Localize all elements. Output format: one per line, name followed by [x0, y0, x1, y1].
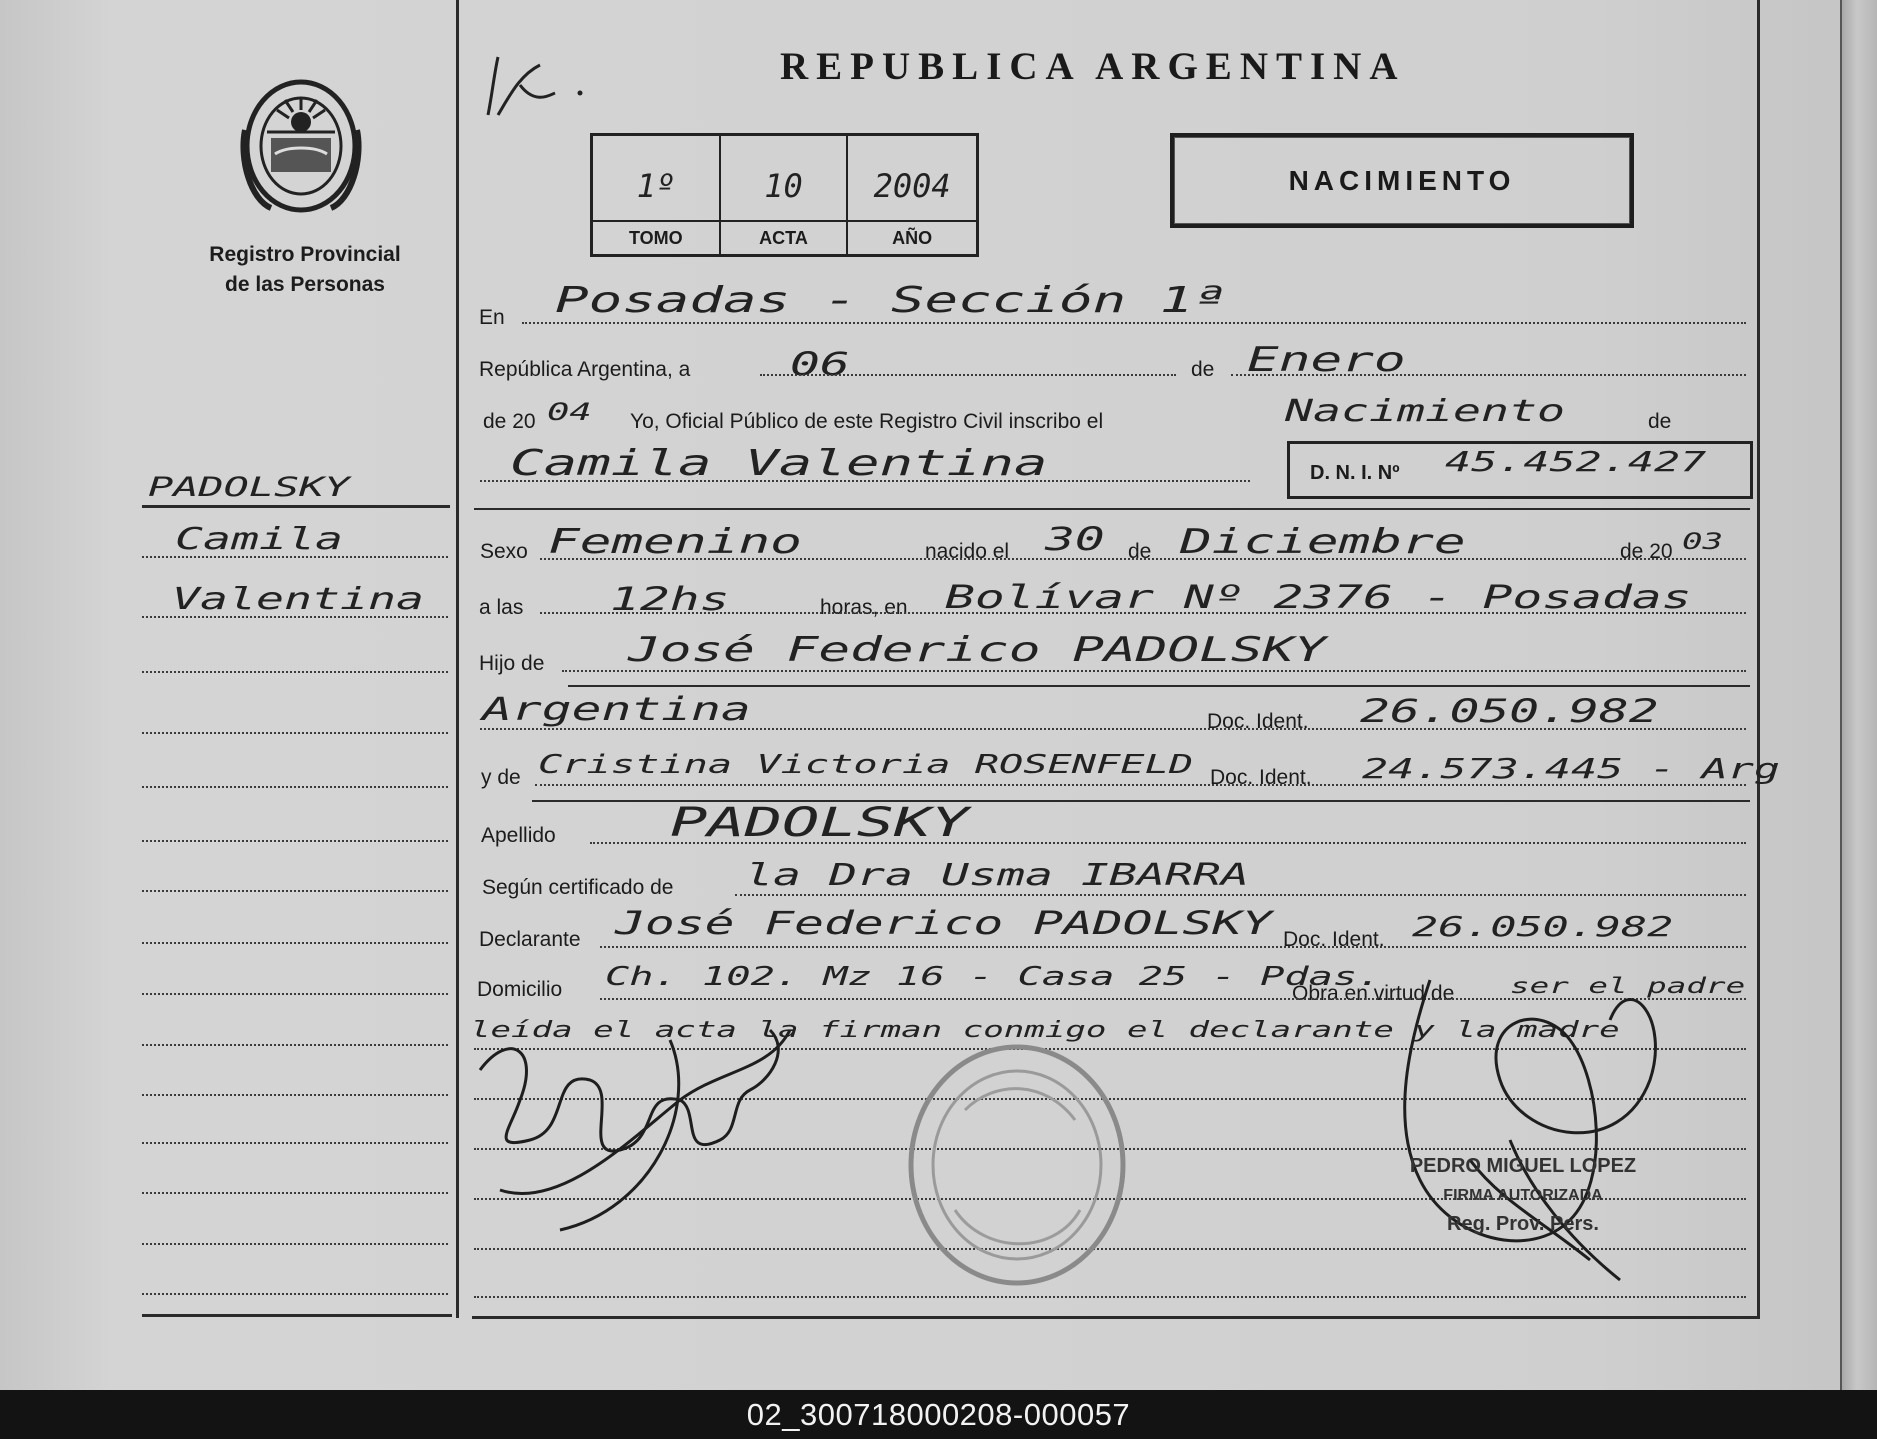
registry-name	[170, 240, 440, 300]
hour-line	[540, 612, 1746, 614]
acta-value: 10	[721, 136, 849, 220]
birth-month-value: Diciembre	[1180, 522, 1466, 562]
signatory-role: FIRMA AUTORIZADA	[1443, 1187, 1603, 1204]
father-name-value: José Federico PADOLSKY	[628, 630, 1327, 670]
horas-label: horas, en	[820, 596, 908, 619]
mother-doc-value: 24.573.445 - Arg	[1362, 752, 1781, 785]
bottom-frame-line	[472, 1316, 1760, 1319]
margin-mark	[0, 0, 1, 1]
sidebar-dotted-line	[142, 1142, 448, 1144]
sidebar-dotted-line	[142, 732, 448, 734]
domicilio-value: Ch. 102. Mz 16 - Casa 25 - Pdas.	[605, 962, 1382, 992]
authorized-signatory	[1378, 1152, 1668, 1239]
sidebar-dotted-line	[142, 786, 448, 788]
sexo-value: Femenino	[548, 522, 802, 562]
en-line	[522, 322, 1746, 324]
en-label: En	[479, 306, 505, 329]
father-doc-value: 26.050.982	[1360, 692, 1659, 730]
image-id-footer	[0, 1390, 1877, 1439]
father-line	[562, 670, 1746, 672]
registry-name-line-1: Registro Provincial	[209, 243, 401, 266]
inscribo-value: Nacimiento	[1285, 394, 1565, 429]
sidebar-dotted-line	[142, 1044, 448, 1046]
name-line	[480, 480, 1250, 482]
adjacent-page-edge	[1840, 0, 1877, 1390]
tomo-label: TOMO	[593, 220, 721, 254]
sidebar-surname: PADOLSKY	[148, 472, 350, 503]
closing-statement: leída el acta la firman conmigo el declarante y la madre	[470, 1018, 1620, 1043]
right-frame-line	[1757, 0, 1760, 1318]
margin-check-mark	[480, 45, 590, 140]
apellido-line	[590, 842, 1746, 844]
sidebar-second-name: Valentina	[172, 582, 424, 617]
apellido-value: PADOLSKY	[670, 800, 969, 846]
inscribo-label: Yo, Oficial Público de este Registro Civil inscribo el	[630, 410, 1104, 433]
nacido-label: nacido el	[925, 540, 1010, 563]
declarante-value: José Federico PADOLSKY	[615, 904, 1272, 942]
sexo-label: Sexo	[480, 540, 528, 563]
acta-label: ACTA	[721, 220, 849, 254]
page-title: REPUBLICA ARGENTINA	[780, 45, 1406, 88]
birth-year-suffix: 03	[1682, 530, 1724, 555]
year-prefix: de 20	[483, 410, 536, 433]
image-id-text: 02_300718000208-000057	[746, 1396, 1131, 1432]
declarante-line	[600, 946, 1746, 948]
declarant-signature	[470, 1010, 830, 1240]
de-label-2: de	[1648, 410, 1672, 433]
doc-ident-label-2: Doc. Ident.	[1210, 766, 1312, 789]
month-line	[1231, 374, 1746, 376]
sidebar-dotted-line	[142, 840, 448, 842]
sidebar-dotted-line	[142, 993, 448, 995]
day-line	[760, 374, 1176, 376]
record-number-box	[590, 133, 979, 257]
y-de-label: y de	[481, 766, 521, 789]
mother-name-value: Cristina Victoria ROSENFELD	[538, 750, 1194, 780]
hour-value: 12hs	[610, 580, 730, 618]
sidebar-dotted-line	[142, 616, 448, 618]
section-rule	[568, 685, 1750, 687]
sidebar-dotted-line	[142, 942, 448, 944]
anio-label: AÑO	[848, 220, 976, 254]
left-column-divider	[456, 0, 459, 1318]
domicilio-label: Domicilio	[477, 978, 563, 1001]
dni-value: 45.452.427	[1445, 445, 1707, 478]
sidebar-dotted-line	[142, 1243, 448, 1245]
sidebar-first-name: Camila	[175, 522, 343, 557]
nationality-line	[480, 728, 1746, 730]
signatory-name: PEDRO MIGUEL LOPEZ	[1409, 1155, 1637, 1177]
father-nationality-value: Argentina	[482, 690, 751, 728]
birth-year-prefix: de 20	[1620, 540, 1673, 563]
republica-label: República Argentina, a	[479, 358, 691, 381]
doc-ident-label-3: Doc. Ident.	[1283, 928, 1385, 951]
child-name-value: Camila Valentina	[510, 443, 1048, 484]
a-las-label: a las	[479, 596, 524, 619]
apellido-label: Apellido	[481, 824, 556, 847]
day-value: 06	[790, 345, 850, 383]
mother-line	[535, 784, 1746, 786]
sidebar-dotted-line	[142, 1094, 448, 1096]
certificado-line	[735, 894, 1746, 896]
obra-label: Obra en virtud de	[1292, 982, 1455, 1005]
official-signature	[1370, 960, 1700, 1290]
sidebar-rule	[142, 505, 450, 508]
sidebar-dotted-line	[142, 1192, 448, 1194]
birth-day-value: 30	[1045, 520, 1105, 558]
dni-label: D. N. I. Nº	[1310, 462, 1400, 484]
tomo-value: 1º	[593, 136, 721, 220]
misiones-coat-of-arms-icon	[237, 70, 365, 218]
en-value: Posadas - Sección 1ª	[555, 280, 1227, 321]
obra-value: ser el padre	[1510, 974, 1746, 998]
sidebar-dotted-line	[142, 890, 448, 892]
month-value: Enero	[1247, 340, 1406, 380]
sidebar-bottom-line	[142, 1314, 452, 1317]
declarante-doc-value: 26.050.982	[1412, 910, 1674, 943]
sidebar-dotted-line	[142, 556, 448, 558]
section-rule	[474, 508, 1750, 510]
sidebar-dotted-line	[142, 1293, 448, 1295]
signatory-office: Reg. Prov. Pers.	[1447, 1213, 1599, 1235]
anio-value: 2004	[873, 167, 951, 205]
declarante-label: Declarante	[479, 928, 581, 951]
record-type-box: NACIMIENTO	[1170, 133, 1634, 228]
sexo-line	[540, 558, 1746, 560]
de-label: de	[1191, 358, 1215, 381]
registry-name-line-2: de las Personas	[225, 273, 385, 296]
sidebar-dotted-line	[142, 671, 448, 673]
doc-ident-label: Doc. Ident.	[1207, 710, 1309, 733]
de-label-3: de	[1128, 540, 1152, 563]
official-round-stamp	[905, 1040, 1129, 1290]
birth-place-value: Bolívar Nº 2376 - Posadas	[945, 578, 1692, 616]
certificado-value: la Dra Usma IBARRA	[745, 858, 1249, 893]
certificado-label: Según certificado de	[482, 876, 674, 899]
hijo-label: Hijo de	[479, 652, 545, 675]
blank-line	[474, 1296, 1746, 1298]
year-suffix: 04	[547, 398, 592, 426]
